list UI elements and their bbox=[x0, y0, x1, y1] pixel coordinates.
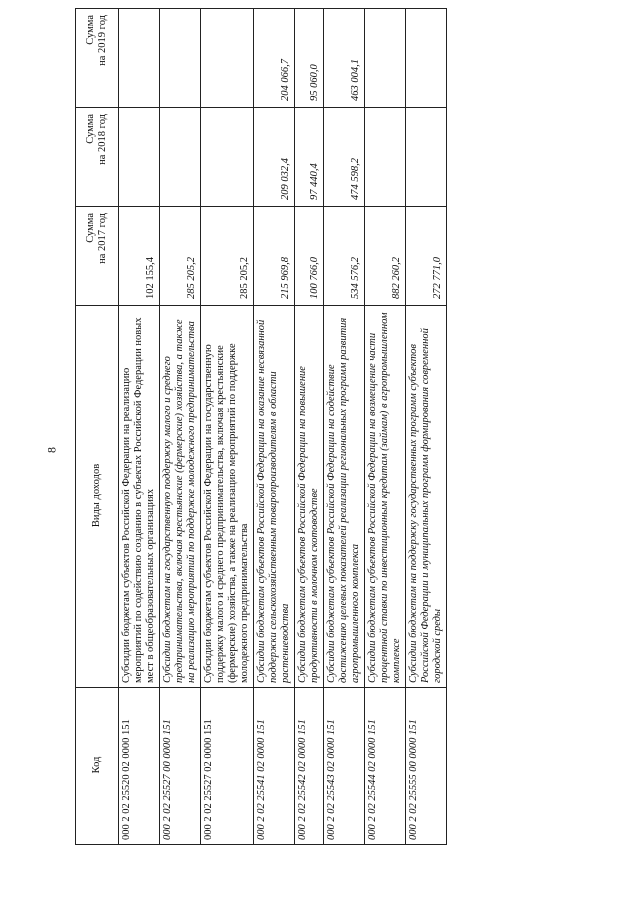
page-number: 8 bbox=[44, 447, 59, 453]
header-sum-2019-line2: на 2019 год bbox=[96, 15, 108, 66]
row-code: 000 2 02 25541 02 0000 151 bbox=[254, 688, 295, 845]
header-sum-2018 bbox=[76, 108, 119, 207]
header-sum-2017-line2: на 2017 год bbox=[96, 213, 108, 264]
row-sum-2018 bbox=[119, 108, 160, 207]
table-header-row bbox=[76, 9, 119, 845]
row-sum-2017: 285 205,2 bbox=[160, 207, 201, 306]
header-description: Виды доходов bbox=[76, 306, 119, 688]
header-sum-2019 bbox=[76, 9, 119, 108]
header-sum-2017-line1: Сумма bbox=[84, 213, 96, 243]
header-sum-2018-line2: на 2018 год bbox=[96, 114, 108, 165]
row-sum-2018: 97 440,4 bbox=[295, 108, 324, 207]
row-sum-2019: 204 066,7 bbox=[254, 9, 295, 108]
row-sum-2018 bbox=[160, 108, 201, 207]
header-sum-2017 bbox=[76, 207, 119, 306]
table-row bbox=[406, 9, 447, 845]
row-sum-2019 bbox=[406, 9, 447, 108]
rotated-table-container bbox=[75, 15, 520, 845]
table-row bbox=[365, 9, 406, 845]
row-sum-2018 bbox=[406, 108, 447, 207]
row-sum-2017: 882 260,2 bbox=[365, 207, 406, 306]
row-description: Субсидии бюджетам субъектов Российской Федерации на реализацию мероприятий по содействию созданию в субъектах Российской Федерации новых мест в общеобразовательных организациях bbox=[119, 306, 160, 688]
row-code: 000 2 02 25520 02 0000 151 bbox=[119, 688, 160, 845]
row-code: 000 2 02 25527 02 0000 151 bbox=[201, 688, 254, 845]
header-code: Код bbox=[76, 688, 119, 845]
row-sum-2017: 285 205,2 bbox=[201, 207, 254, 306]
row-description: Субсидии бюджетам субъектов Российской Федерации на возмещение части процентной ставки по инвестиционным кредитам (займам) в агропромышленном комплексе bbox=[365, 306, 406, 688]
row-sum-2018: 209 032,4 bbox=[254, 108, 295, 207]
row-description: Субсидии бюджетам на поддержку государственных программ субъектов Российской Федерации и муниципальных программ формирования современной городской среды bbox=[406, 306, 447, 688]
row-sum-2017: 272 771,0 bbox=[406, 207, 447, 306]
row-code: 000 2 02 25555 00 0000 151 bbox=[406, 688, 447, 845]
table-row bbox=[201, 9, 254, 845]
header-sum-2019-line1: Сумма bbox=[84, 15, 96, 45]
row-sum-2019: 463 004,1 bbox=[324, 9, 365, 108]
row-sum-2019 bbox=[365, 9, 406, 108]
row-description: Субсидии бюджетам субъектов Российской Федерации на оказание несвязанной поддержки сельскохозяйственным товаропроизводителям в области растениеводства bbox=[254, 306, 295, 688]
row-code: 000 2 02 25544 02 0000 151 bbox=[365, 688, 406, 845]
row-code: 000 2 02 25527 00 0000 151 bbox=[160, 688, 201, 845]
row-code: 000 2 02 25543 02 0000 151 bbox=[324, 688, 365, 845]
row-sum-2019 bbox=[201, 9, 254, 108]
table-row bbox=[295, 9, 324, 845]
row-sum-2018 bbox=[201, 108, 254, 207]
header-sum-2018-line1: Сумма bbox=[84, 114, 96, 144]
table-row bbox=[119, 9, 160, 845]
row-sum-2019 bbox=[160, 9, 201, 108]
row-sum-2019: 95 060,0 bbox=[295, 9, 324, 108]
row-description: Субсидии бюджетам на государственную поддержку малого и среднего предпринимательства, включая крестьянские (фермерские) хозяйства, а также на реализацию мероприятий по поддержке молодежного предпринимательства bbox=[160, 306, 201, 688]
table-row bbox=[254, 9, 295, 845]
row-sum-2017: 534 576,2 bbox=[324, 207, 365, 306]
row-description: Субсидии бюджетам субъектов Российской Федерации на повышение продуктивности в молочном скотоводстве bbox=[295, 306, 324, 688]
table-row bbox=[160, 9, 201, 845]
row-sum-2019 bbox=[119, 9, 160, 108]
row-sum-2018 bbox=[365, 108, 406, 207]
row-sum-2018: 474 598,2 bbox=[324, 108, 365, 207]
row-description: Субсидии бюджетам субъектов Российской Федерации на содействие достижению целевых показателей реализации региональных программ развития агропромышленного комплекса bbox=[324, 306, 365, 688]
row-code: 000 2 02 25542 02 0000 151 bbox=[295, 688, 324, 845]
row-sum-2017: 102 155,4 bbox=[119, 207, 160, 306]
row-sum-2017: 100 766,0 bbox=[295, 207, 324, 306]
row-sum-2017: 215 969,8 bbox=[254, 207, 295, 306]
revenue-table bbox=[75, 8, 447, 845]
table-row bbox=[324, 9, 365, 845]
row-description: Субсидии бюджетам субъектов Российской Федерации на государственную поддержку малого и среднего предпринимательства, включая крестьянские (фермерские) хозяйства, а также на реализацию мероприятий по поддержке молодежного предпринимательства bbox=[201, 306, 254, 688]
